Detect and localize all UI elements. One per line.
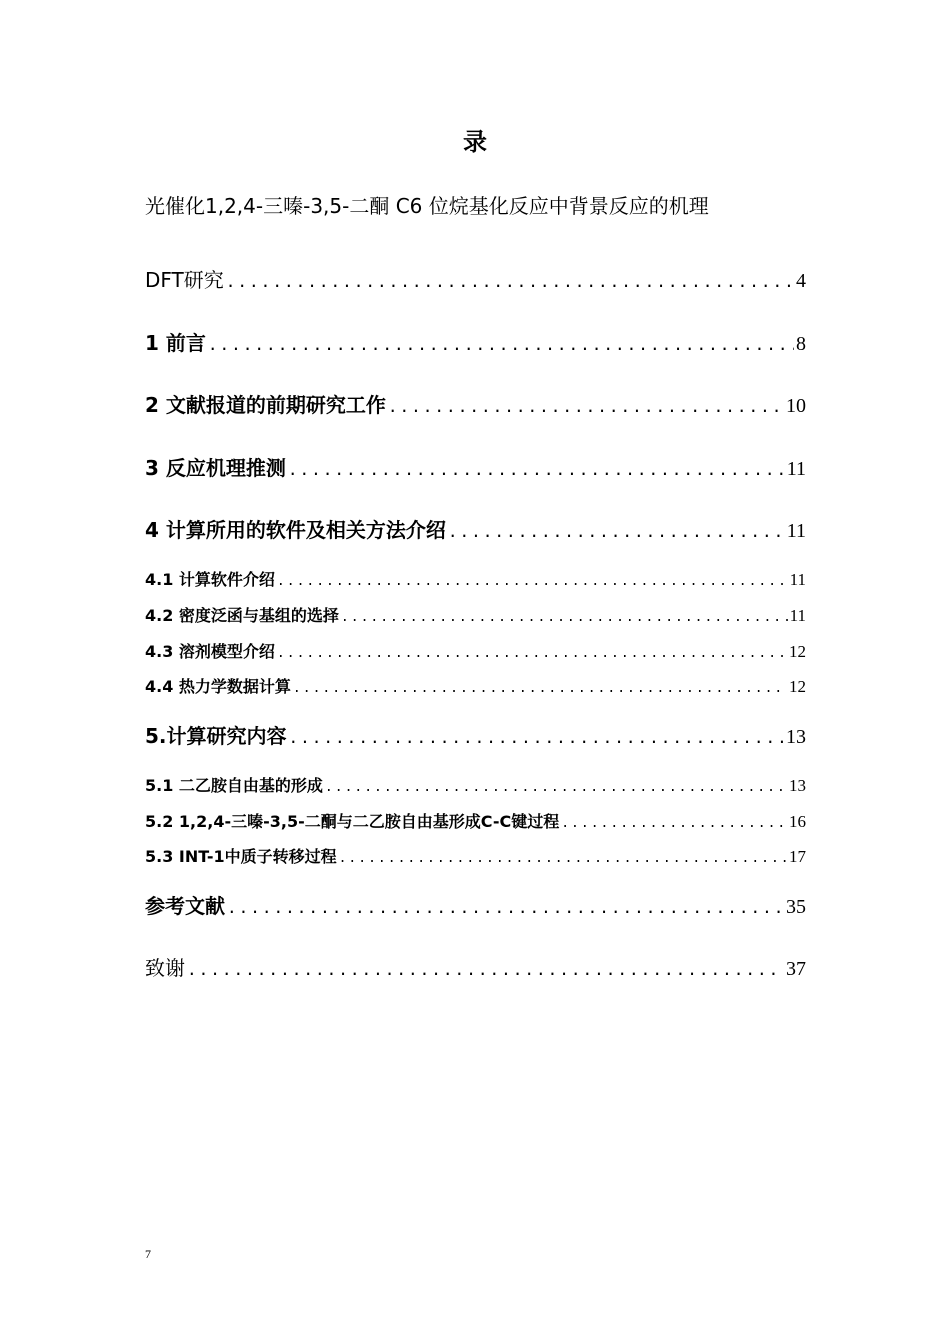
toc-entry [145, 891, 806, 923]
toc-entry-page: 11 [789, 606, 806, 625]
toc-entry [145, 640, 806, 666]
toc-leader-dots [325, 776, 787, 800]
toc-entry-label: 4.2 密度泛函与基组的选择 [145, 606, 339, 625]
toc-entry [145, 810, 806, 836]
toc-leader-dots [388, 392, 784, 422]
toc-entry-label: 4.4 热力学数据计算 [145, 677, 291, 696]
page-title: 录 [463, 128, 487, 156]
toc-entry-label: 4 计算所用的软件及相关方法介绍 [145, 518, 446, 542]
toc-entry-page: 13 [786, 726, 806, 748]
toc-heading: 光催化1,2,4-三嗪-3,5-二酮 C6 位烷基化反应中背景反应的机理 [145, 194, 709, 218]
toc-entry [145, 515, 806, 547]
toc-entry-label: 1 前言 [145, 331, 206, 355]
toc-leader-dots [341, 606, 788, 630]
toc-entry [145, 453, 806, 485]
toc-leader-dots [448, 517, 785, 547]
toc-leader-dots [226, 267, 794, 297]
toc-entry-page: 35 [786, 896, 806, 918]
toc-entry-label: 3 反应机理推测 [145, 456, 286, 480]
toc-leader-dots [293, 677, 787, 701]
toc-entry-page: 10 [786, 395, 806, 417]
toc-entry-page: 16 [789, 812, 806, 831]
toc-leader-dots [339, 847, 787, 871]
toc-leader-dots [561, 812, 787, 836]
toc-entry-page: 12 [789, 642, 806, 661]
toc-leader-dots [288, 455, 785, 485]
toc-leader-dots [277, 642, 787, 666]
toc-entry-page: 11 [786, 520, 806, 542]
toc-entry-page: 12 [789, 677, 806, 696]
toc-leader-dots [277, 570, 788, 594]
toc-entry-page: 8 [796, 333, 806, 355]
toc-leader-dots [227, 893, 784, 923]
toc-entry [145, 953, 806, 985]
page-number: 7 [145, 1247, 151, 1261]
toc-leader-dots [289, 723, 784, 753]
toc-entry-label: 5.1 二乙胺自由基的形成 [145, 776, 323, 795]
toc-entry [145, 675, 806, 701]
toc-entry-page: 4 [796, 270, 806, 292]
toc-entry-page: 17 [789, 847, 806, 866]
toc-entry [145, 265, 806, 297]
toc-entry-label: DFT研究 [145, 268, 224, 292]
toc-entry-label: 5.计算研究内容 [145, 724, 287, 748]
toc-entry [145, 721, 806, 753]
toc-entry-page: 13 [789, 776, 806, 795]
toc-entry [145, 390, 806, 422]
toc-entry-label: 2 文献报道的前期研究工作 [145, 393, 386, 417]
toc-entry-label: 5.3 INT-1中质子转移过程 [145, 847, 337, 866]
toc-entry [145, 845, 806, 871]
toc-leader-dots [187, 955, 784, 985]
toc-entry-label: 4.3 溶剂模型介绍 [145, 642, 275, 661]
toc-leader-dots [208, 330, 794, 360]
toc-entry [145, 568, 806, 594]
toc-entry-page: 11 [789, 570, 806, 589]
toc-entry-label: 参考文献 [145, 894, 225, 918]
toc-entry-page: 11 [786, 458, 806, 480]
toc-entry-page: 37 [786, 958, 806, 980]
toc-entry-label: 致谢 [145, 956, 185, 980]
toc-entry [145, 328, 806, 360]
toc-entry [145, 604, 806, 630]
toc-entry-label: 4.1 计算软件介绍 [145, 570, 275, 589]
toc-entry-label: 5.2 1,2,4-三嗪-3,5-二酮与二乙胺自由基形成C-C键过程 [145, 812, 560, 831]
toc-entry [145, 774, 806, 800]
